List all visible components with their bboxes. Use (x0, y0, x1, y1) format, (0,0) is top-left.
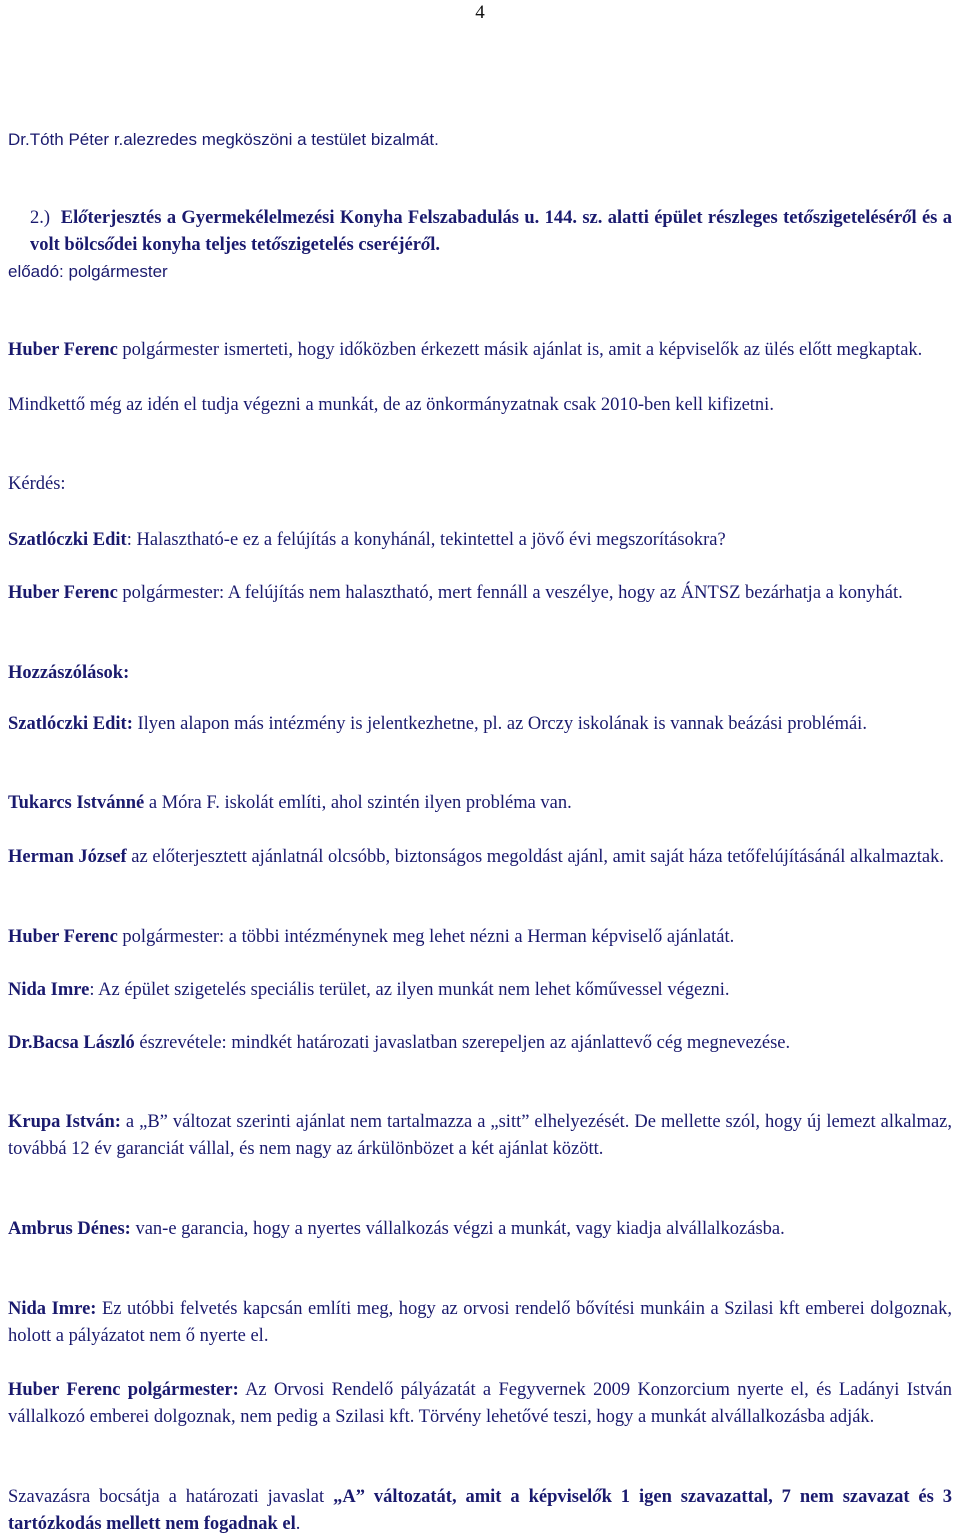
text-run: polgármester: A felújítás nem halasztható, mert fennáll a veszélye, hogy az ÁNTSZ bezárhatja a konyhát. (117, 583, 903, 603)
agenda-number: 2.) (30, 208, 51, 228)
intro-paragraph: Dr.Tóth Péter r.alezredes megköszöni a testület bizalmát. (8, 130, 439, 149)
text-run: Szavazásra bocsátja a határozati javaslat (8, 1487, 334, 1507)
text-run: „A” változatát, amit a képvisel (333, 1487, 593, 1507)
text-run: Krupa István: (8, 1112, 121, 1132)
text-run: polgármester ismerteti, hogy időközben érkezett másik ajánlat is, amit a képviselők az ülés előtt megkaptak. (117, 340, 923, 360)
text-run: Huber Ferenc (8, 927, 118, 947)
text-run: Nida Imre: (8, 1299, 97, 1319)
text-run: észrevétele: mindkét határozati javaslatban szerepeljen az ajánlattevő cég megnevezése. (134, 1033, 791, 1053)
text-run: l. (430, 235, 440, 255)
agenda-item (30, 205, 952, 259)
paragraph-huber-1 (8, 337, 952, 364)
presenter-line: előadó: polgármester (8, 262, 168, 281)
paragraph-huber-4 (8, 1377, 952, 1431)
paragraph-szavazas (8, 1484, 952, 1538)
text-run: Kérdés: (8, 474, 66, 494)
text-run: Tukarcs Istvánné (8, 793, 145, 813)
text-run: a „B” változat szerinti ajánlat nem tartalmazza a „sitt” elhelyezését. De mellette szól, hogy új lemezt alkalmaz, továbbá 12 év garanciát vállal, és nem nagy az árkülönbözet a két ajánlat között. (8, 1112, 952, 1159)
text-run: ő (104, 235, 114, 255)
paragraph-bacsa (8, 1030, 952, 1057)
paragraph-huber-2 (8, 580, 952, 607)
text-run: szigetelésér (812, 208, 903, 228)
paragraph-szatloczki-2 (8, 711, 952, 738)
text-run: ő (271, 235, 281, 255)
paragraph-tukarcs (8, 790, 952, 817)
text-run: Mindkettő még az idén el tudja végezni a munkát, de az önkormányzatnak csak 2010-ben kell kifizetni. (8, 395, 774, 415)
text-run: Dr.Bacsa László (8, 1033, 135, 1053)
heading-hozzaszolasok (8, 660, 952, 687)
text-run: az előterjesztett ajánlatnál olcsóbb, biztonságos megoldást ajánl, amit saját háza tetőfelújításánál alkalmaztak. (126, 847, 944, 867)
text-run: . (295, 1514, 301, 1534)
text-run: ő (902, 208, 912, 228)
text-run: Hozzászólások: (8, 663, 130, 683)
text-run: Szatlóczki Edit: (8, 714, 133, 734)
text-run: Ez utóbbi felvetés kapcsán említi meg, hogy az orvosi rendelő bővítési munkáin a Szilasi kft emberei dolgoznak, holott a pályázatot nem ő nyerte el. (8, 1299, 953, 1346)
paragraph-nida-2 (8, 1296, 952, 1350)
text-run: terjesztés a Gyermekélelmezési Konyha Felszabadulás u. 144. sz. alatti épület részleges tet (87, 208, 804, 228)
text-run: Az Orvosi Rendelő pályázatát a Fegyvernek 2009 Konzorcium nyerte el, és Ladányi István vállalkozó emberei dolgoznak, nem pedig a Szilasi kft. Törvény lehetővé teszi, hogy a munkát alvállalkozásba adják. (8, 1380, 952, 1427)
text-run: ő (592, 1487, 602, 1507)
text-run: ő (420, 235, 431, 255)
text-run: van-e garancia, hogy a nyertes vállalkozás végzi a munkát, vagy kiadja alvállalkozásba. (130, 1219, 785, 1239)
text-run: k 1 igen szavazattal, 7 nem szavazat és 3 tartózkodás mellett nem fogadnak el (8, 1487, 952, 1534)
text-run: Nida Imre (8, 980, 90, 1000)
text-run: Szatlóczki Edit (8, 530, 127, 550)
text-run: szigetelés cseréjér (280, 235, 421, 255)
text-run: : Halasztható-e ez a felújítás a konyhánál, tekintettel a jövő évi megszorításokra? (126, 530, 726, 550)
page-number: 4 (475, 2, 485, 23)
text-run: Huber Ferenc (8, 583, 118, 603)
text-run: l és a volt bölcs (30, 208, 952, 255)
text-run: ő (78, 208, 88, 228)
agenda-title (30, 208, 952, 255)
text-run: Huber Ferenc (8, 340, 118, 360)
paragraph-ambrus (8, 1216, 952, 1243)
paragraph-mindketto (8, 392, 952, 419)
text-run: Herman József (8, 847, 127, 867)
text-run: ő (803, 208, 813, 228)
text-run: : Az épület szigetelés speciális terület, az ilyen munkát nem lehet kőművessel végezni. (89, 980, 730, 1000)
text-run: El (60, 208, 79, 228)
text-run: Huber Ferenc polgármester: (8, 1380, 239, 1400)
paragraph-krupa (8, 1109, 952, 1163)
text-run: Ambrus Dénes: (8, 1219, 131, 1239)
paragraph-huber-3 (8, 924, 952, 951)
text-run: a Móra F. iskolát említi, ahol szintén ilyen probléma van. (144, 793, 572, 813)
text-run: Ilyen alapon más intézmény is jelentkezhetne, pl. az Orczy iskolának is vannak beázási problémái. (132, 714, 867, 734)
paragraph-szatloczki-1 (8, 527, 952, 554)
text-run: polgármester: a többi intézménynek meg lehet nézni a Herman képviselő ajánlatát. (117, 927, 735, 947)
text-run: dei konyha teljes tet (113, 235, 272, 255)
heading-kerdes (8, 471, 952, 498)
paragraph-nida-1 (8, 977, 952, 1004)
paragraph-herman (8, 844, 952, 871)
